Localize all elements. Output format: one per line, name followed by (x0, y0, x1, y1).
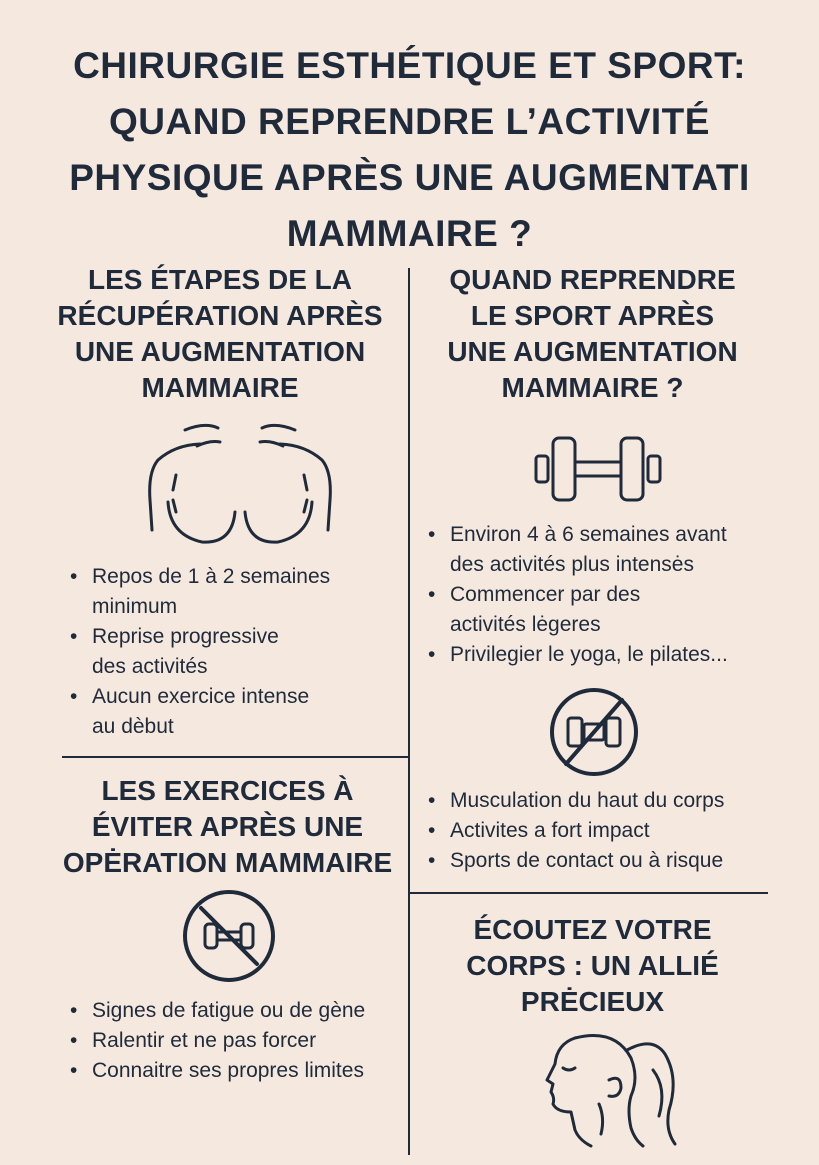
resume-list (428, 520, 788, 670)
list-item-text: Commencer par des (450, 583, 641, 606)
recovery-title-line: UNE AUGMENTATION (74, 336, 366, 367)
listen-title-line: ÉCOUTEZ VOTRE (473, 914, 712, 945)
listen-section-title (425, 912, 760, 1020)
list-item-text: activités lėgeres (450, 613, 601, 636)
listen-title-line: CORPS : UN ALLIÉ (466, 950, 719, 981)
resume-title-line: LE SPORT APRÈS (470, 300, 715, 331)
list-item (428, 786, 798, 816)
list-item (428, 520, 788, 580)
resume-title-line: QUAND REPRENDRE (449, 264, 736, 295)
list-item (428, 846, 798, 876)
page-title-line: QUAND REPRENDRE L’ACTIVITÉ (109, 101, 710, 142)
exercises-list (70, 996, 410, 1086)
listen-title-line: PRĖCIEUX (520, 986, 665, 1017)
list-item (70, 682, 400, 742)
page-title-line: PHYSIQUE APRÈS UNE AUGMENTATI (69, 157, 750, 198)
recovery-title-line: LES ÉTAPES DE LA (88, 264, 352, 295)
resume-title-line: MAMMAIRE ? (501, 372, 684, 403)
recovery-title-line: MAMMAIRE (141, 372, 299, 403)
avoid-list (428, 786, 798, 876)
recovery-section-title (50, 262, 390, 406)
resume-section-title (425, 262, 760, 406)
list-item-text: Repos de 1 à 2 semaines (92, 565, 331, 588)
recovery-list (70, 562, 400, 742)
list-item-text: Aucun exercice intense (92, 685, 310, 708)
list-item (428, 816, 798, 846)
list-item (428, 580, 788, 640)
list-item-text: Environ 4 à 6 semaines avant (450, 523, 727, 546)
list-item-text: des activités plus intensės (450, 553, 694, 576)
list-item (70, 622, 400, 682)
list-item-text: des activités (92, 655, 208, 678)
list-item-text: Ralentir et ne pas forcer (92, 1029, 317, 1052)
dumbbell-icon (533, 434, 663, 504)
woman-profile-icon (535, 1030, 695, 1150)
list-item (70, 996, 410, 1026)
list-item (70, 1026, 410, 1056)
page-title-line: MAMMAIRE ? (286, 213, 533, 254)
exercises-title-line: LES EXERCICES À (101, 775, 354, 806)
resume-title-line: UNE AUGMENTATION (447, 336, 738, 367)
list-item-text: Connaitre ses propres limites (92, 1059, 364, 1082)
list-item (428, 640, 788, 670)
list-item-text: Signes de fatigue ou de gène (92, 999, 366, 1022)
recovery-title-line: RÉCUPÉRATION APRÈS (57, 300, 383, 331)
chest-outline-icon (140, 420, 340, 550)
list-item-text: Musculation du haut du corps (450, 789, 725, 812)
list-item-text: minimum (92, 595, 178, 618)
exercises-section-title (45, 773, 410, 881)
list-item-text: Sports de contact ou à risque (450, 849, 724, 872)
right-horizontal-divider (410, 892, 768, 894)
exercises-title-line: ÉVITER APRÈS UNE (91, 811, 364, 842)
left-horizontal-divider (62, 756, 408, 758)
exercises-title-line: OPĖRATION MAMMAIRE (62, 847, 393, 878)
list-item-text: Activites a fort impact (450, 819, 650, 842)
list-item-text: Reprise progressive (92, 625, 279, 648)
page-title-line: CHIRURGIE ESTHÉTIQUE ET SPORT: (73, 45, 746, 86)
list-item-text: Privilegier le yoga, le pilates... (450, 643, 728, 666)
list-item (70, 562, 400, 622)
list-item (70, 1056, 410, 1086)
page-title (20, 38, 799, 262)
no-weights-icon (548, 686, 640, 778)
no-dumbbell-icon (181, 888, 277, 984)
list-item-text: au dèbut (92, 715, 174, 738)
